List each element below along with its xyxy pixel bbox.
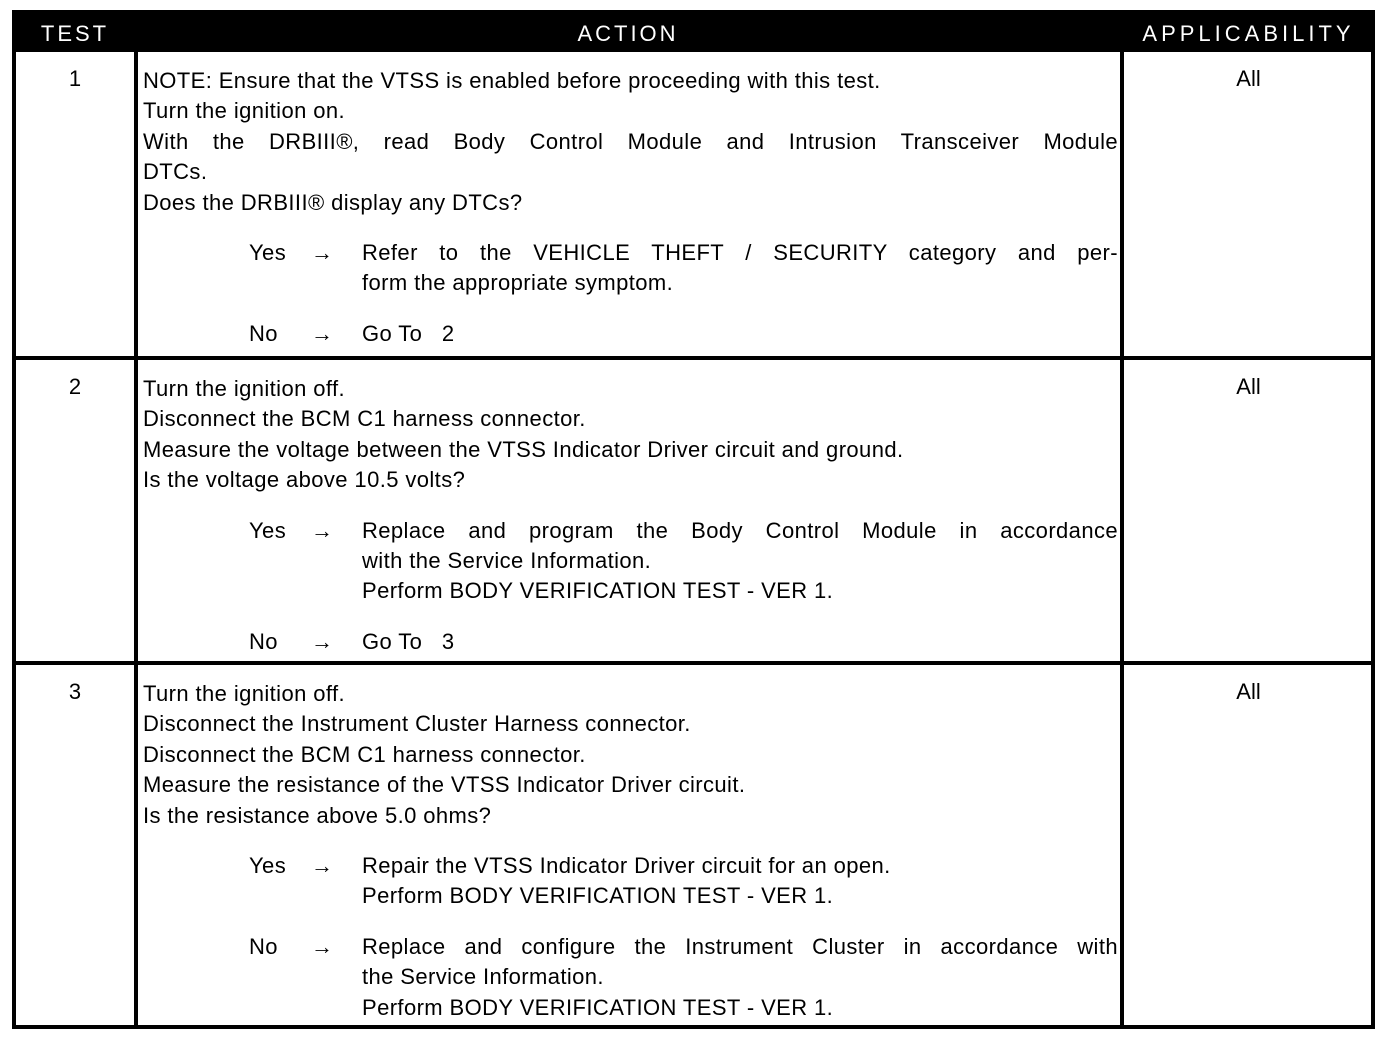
answer-line: Replace and configure the Instrument Cluster in accordance with — [362, 933, 1118, 959]
action-line: DTCs. — [143, 159, 208, 185]
no-answer — [143, 319, 1118, 349]
action-line: Turn the ignition on. — [143, 98, 346, 124]
yes-label: Yes — [249, 517, 287, 543]
table-header — [16, 14, 1371, 52]
action-line: Is the voltage above 10.5 volts? — [143, 467, 466, 493]
action-line: Disconnect the BCM C1 harness connector. — [143, 741, 586, 767]
no-label: No — [249, 320, 278, 346]
header-applicability: APPLICABILITY — [1142, 21, 1355, 46]
action-line: Measure the resistance of the VTSS Indicator Driver circuit. — [143, 772, 746, 798]
applicability-value: All — [1236, 66, 1261, 91]
test-number: 3 — [68, 679, 82, 704]
no-label: No — [249, 628, 278, 654]
answer-line: Repair the VTSS Indicator Driver circuit for an open. — [362, 853, 891, 879]
test-number: 2 — [68, 374, 82, 399]
right-arrow-icon: → — [311, 320, 334, 346]
answer-line: with the Service Information. — [362, 548, 652, 574]
answer-line: Refer to the VEHICLE THEFT / SECURITY category and per- — [362, 240, 1118, 266]
right-arrow-icon: → — [311, 517, 334, 543]
action-line: Disconnect the BCM C1 harness connector. — [143, 406, 586, 432]
yes-answer — [143, 851, 1118, 912]
diagnostic-table — [12, 10, 1375, 1029]
header-action: ACTION — [577, 21, 679, 46]
action-line: Turn the ignition off. — [143, 681, 346, 706]
yes-label: Yes — [249, 853, 287, 879]
answer-line: Perform BODY VERIFICATION TEST - VER 1. — [362, 994, 834, 1020]
action-line: NOTE: Ensure that the VTSS is enabled before proceeding with this test. — [143, 68, 881, 93]
right-arrow-icon: → — [311, 853, 334, 879]
right-arrow-icon: → — [311, 628, 334, 654]
test-row-3 — [16, 661, 1371, 1025]
answer-line: form the appropriate symptom. — [362, 270, 674, 296]
applicability-value: All — [1236, 679, 1261, 704]
right-arrow-icon: → — [311, 240, 334, 266]
action-line: Is the resistance above 5.0 ohms? — [143, 802, 492, 828]
answer-line: Perform BODY VERIFICATION TEST - VER 1. — [362, 883, 834, 909]
test-row-2 — [16, 356, 1371, 661]
no-answer — [143, 627, 1118, 657]
no-answer — [143, 932, 1118, 1023]
answer-line: the Service Information. — [362, 964, 604, 990]
answer-line: Perform BODY VERIFICATION TEST - VER 1. — [362, 578, 834, 604]
right-arrow-icon: → — [311, 933, 334, 959]
action-cell — [143, 374, 1118, 657]
answer-line: Go To 2 — [362, 320, 455, 346]
yes-label: Yes — [249, 240, 287, 266]
action-line: Disconnect the Instrument Cluster Harness connector. — [143, 711, 691, 737]
applicability-value: All — [1236, 374, 1261, 399]
test-row-1 — [16, 52, 1371, 356]
answer-line: Go To 3 — [362, 628, 455, 654]
no-label: No — [249, 933, 278, 959]
action-line: Does the DRBIII® display any DTCs? — [143, 189, 523, 215]
header-test: TEST — [40, 21, 110, 46]
action-line: Measure the voltage between the VTSS Indicator Driver circuit and ground. — [143, 436, 904, 462]
action-cell — [143, 679, 1118, 1023]
test-number: 1 — [68, 66, 82, 91]
yes-answer — [143, 516, 1118, 607]
answer-line: Replace and program the Body Control Module in accordance — [362, 517, 1118, 543]
yes-answer — [143, 238, 1118, 299]
action-line: Turn the ignition off. — [143, 376, 346, 401]
action-line: With the DRBIII®, read Body Control Module and Intrusion Transceiver Module — [143, 128, 1118, 154]
action-cell — [143, 66, 1118, 349]
